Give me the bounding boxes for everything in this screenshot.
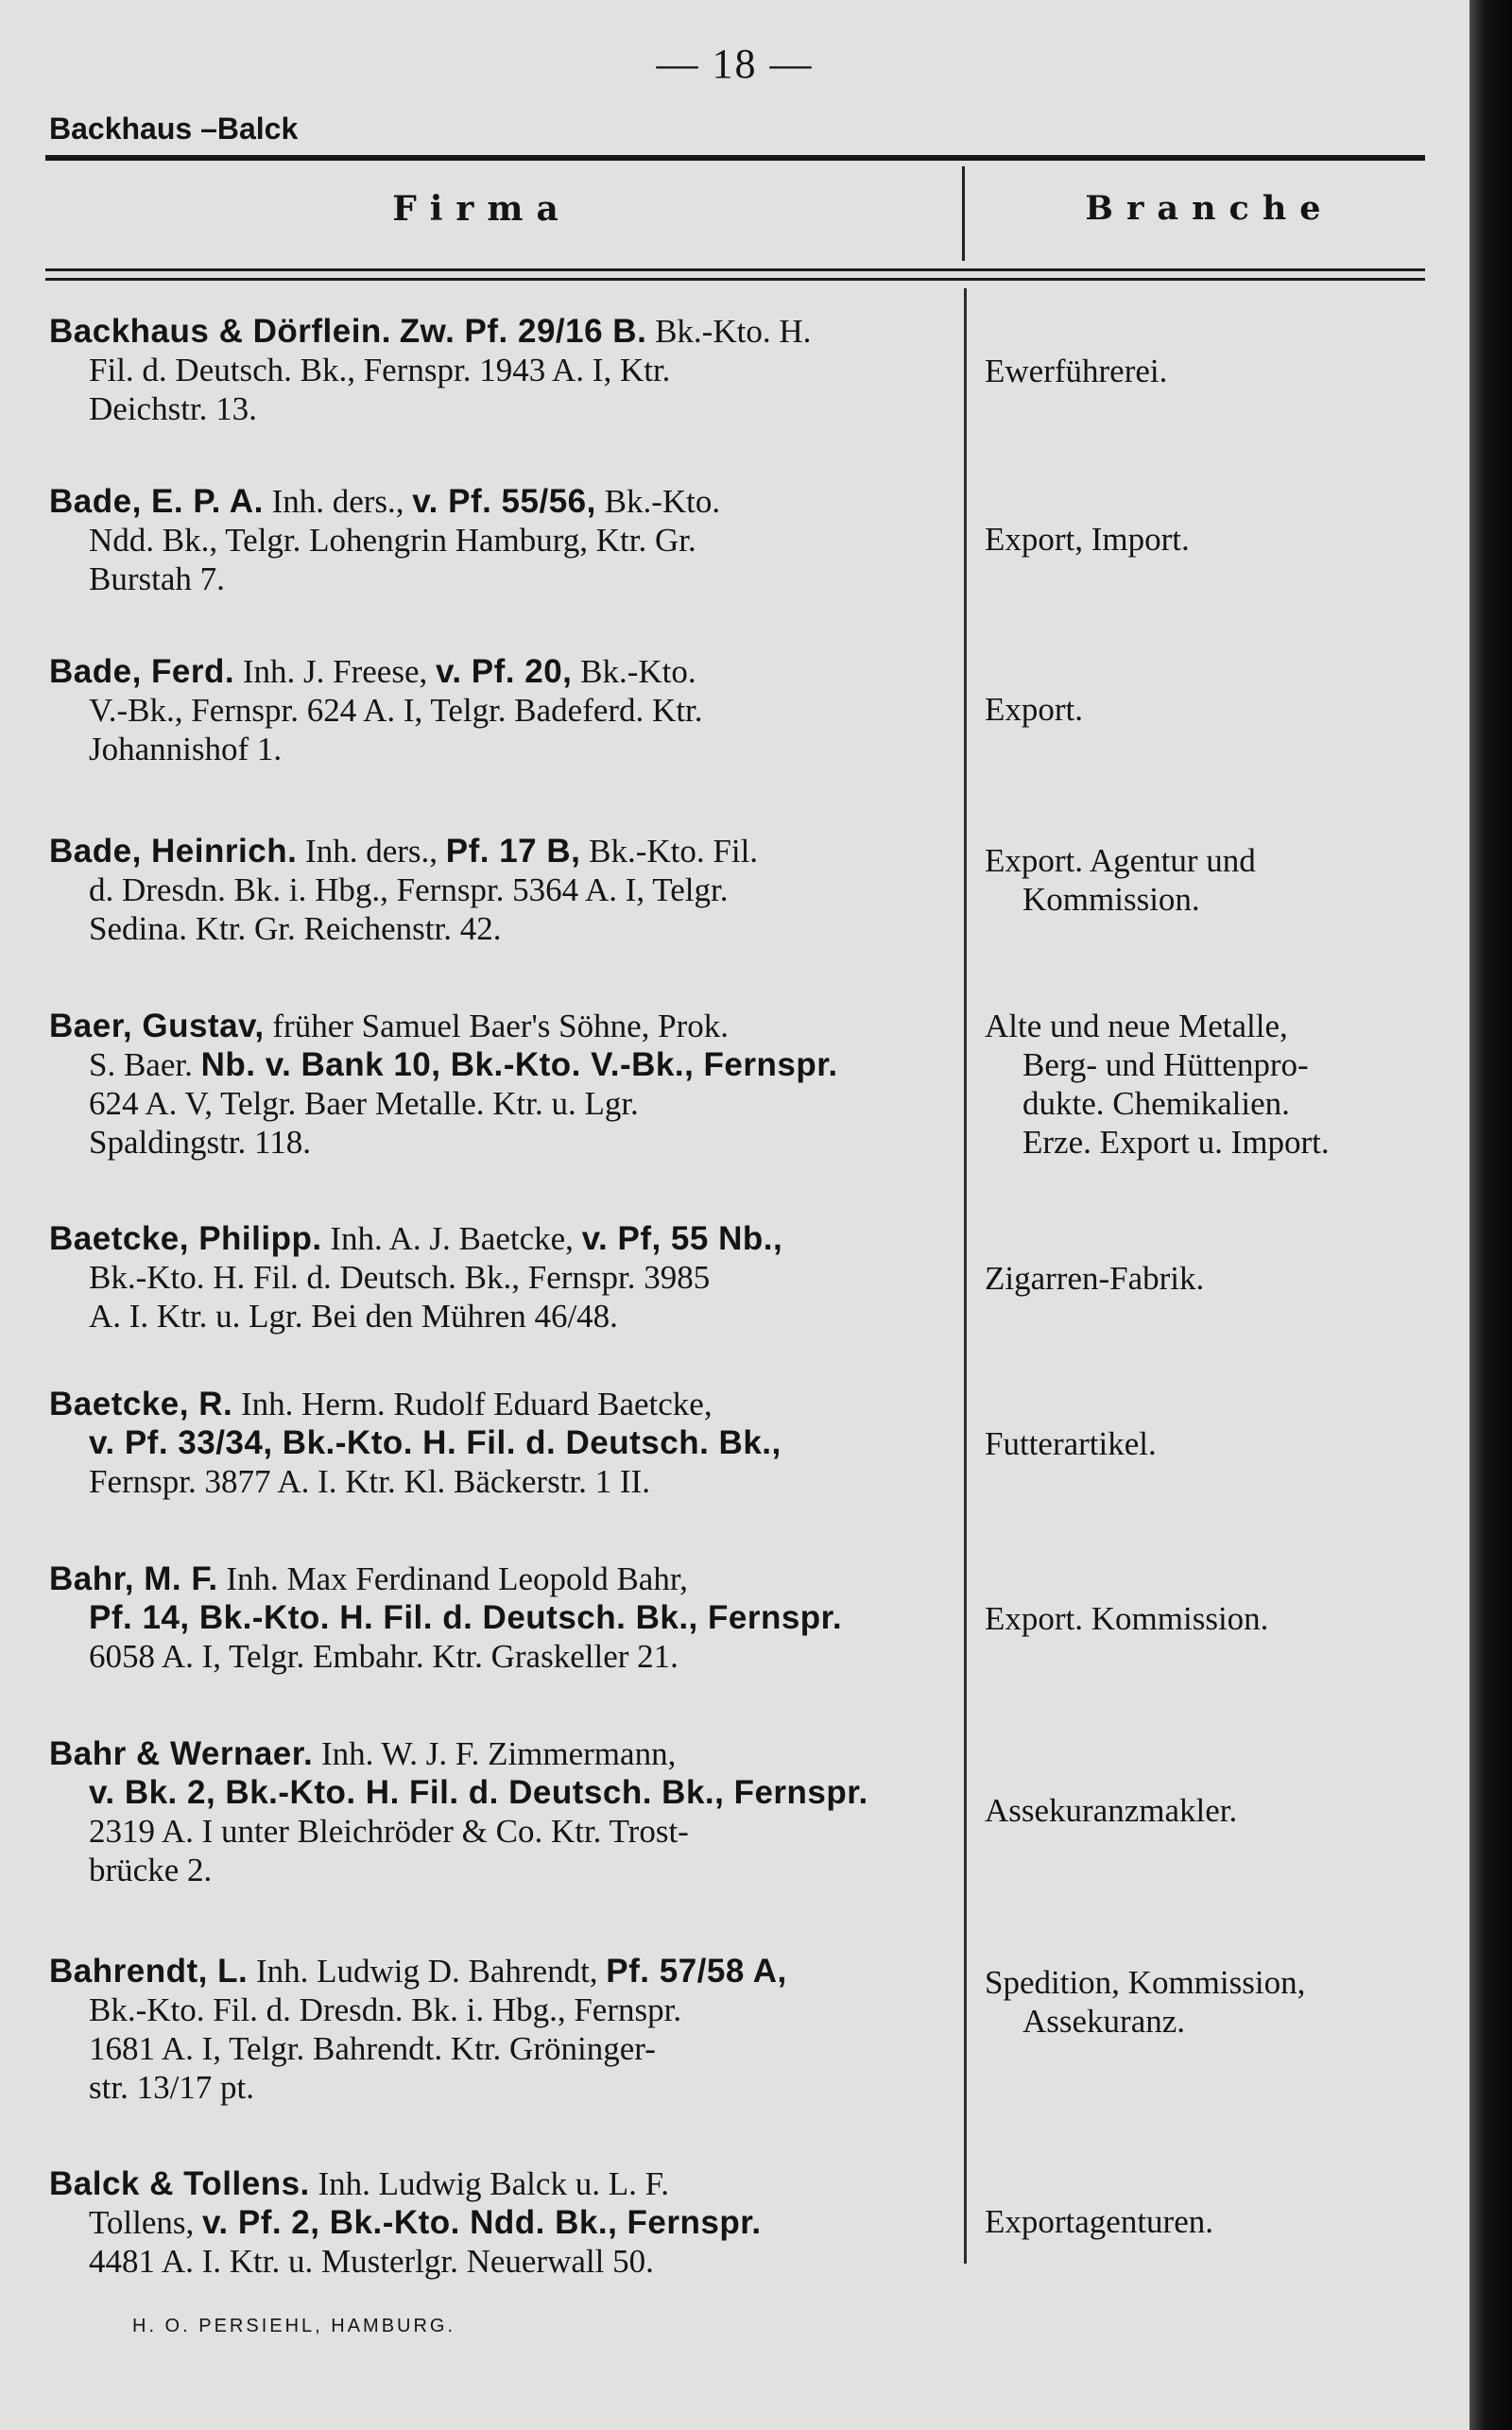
firm-name: Baer, Gustav, (49, 1008, 265, 1044)
branche-entry (985, 1599, 1448, 1638)
entry-line (49, 1007, 958, 1045)
postbox: v. Pf. 20, (435, 653, 573, 690)
entry-text: S. Baer. (89, 1046, 201, 1083)
entry-line: Bk.-Kto. H. Fil. d. Deutsch. Bk., Fernspr. 3985 (89, 1259, 711, 1296)
firm-name: Baetcke, R. (49, 1386, 233, 1422)
branche-line: Export, Import. (985, 521, 1190, 558)
firm-entry (49, 2164, 958, 2281)
entry-line (49, 832, 958, 870)
entry-line (49, 1773, 958, 1812)
entry-line (49, 1952, 958, 1991)
entry-line (49, 1423, 958, 1462)
firm-entry (49, 1734, 958, 1889)
branche-line: Exportagenturen. (985, 2203, 1213, 2240)
firm-name: Backhaus & Dörflein. (49, 313, 392, 350)
firm-entry (49, 1219, 958, 1336)
branche-line: Erze. Export u. Import. (1022, 1124, 1330, 1161)
entry-line: 624 A. V, Telgr. Baer Metalle. Ktr. u. Lgr. (89, 1085, 639, 1122)
postbox: v. Bk. 2, (89, 1774, 216, 1811)
branche-line: Berg- und Hüttenpro- (1022, 1046, 1309, 1083)
entry-line (49, 2203, 958, 2242)
entry-line: brücke 2. (89, 1852, 213, 1888)
entry-line (49, 482, 958, 521)
entry-line (49, 1385, 958, 1423)
branche-line: Ewerführerei. (985, 353, 1168, 389)
entry-text (391, 313, 400, 350)
firm-entry (49, 832, 958, 948)
header-rule (45, 155, 1425, 161)
entry-text: Inh. J. Freese, (234, 653, 436, 690)
postbox: Bk.-Kto. H. Fil. d. Deutsch. Bk., (272, 1424, 782, 1461)
postbox: Bk.-Kto. V.-Bk., Fernspr. (440, 1046, 838, 1083)
entry-line (49, 1045, 958, 1084)
entry-text: Bk.-Kto. Fil. (580, 833, 759, 870)
firm-name: Balck & Tollens. (49, 2165, 310, 2202)
entry-line: Bk.-Kto. Fil. d. Dresdn. Bk. i. Hbg., Fernspr. (89, 1991, 682, 2028)
entry-text: Bk.-Kto. (572, 653, 696, 690)
entry-line (49, 1734, 958, 1773)
entry-line: Burstah 7. (89, 560, 225, 597)
postbox: v. Pf. 2, (202, 2204, 320, 2241)
postbox: Pf. 14, (89, 1599, 190, 1636)
entry-line (49, 312, 958, 351)
firm-name: Bade, Ferd. (49, 653, 235, 690)
postbox: Nb. v. Bank 10, (200, 1046, 441, 1083)
running-head: Backhaus –Balck (49, 112, 299, 146)
branche-line: Futterartikel. (985, 1425, 1157, 1462)
entry-line (49, 1219, 958, 1258)
entry-line (49, 1598, 958, 1637)
branche-line: Alte und neue Metalle, (985, 1008, 1288, 1044)
branche-line: Export. (985, 691, 1084, 728)
entry-line: 6058 A. I, Telgr. Embahr. Ktr. Graskeller 21. (89, 1638, 679, 1675)
entry-line: str. 13/17 pt. (89, 2069, 255, 2106)
branche-entry (985, 1259, 1448, 1298)
column-divider (964, 288, 967, 2264)
entry-text: Inh. Max Ferdinand Leopold Bahr, (217, 1560, 688, 1597)
entry-line: A. I. Ktr. u. Lgr. Bei den Mühren 46/48. (89, 1298, 618, 1335)
firm-entry (49, 1952, 958, 2107)
firm-entry (49, 1560, 958, 1676)
postbox: Pf. 57/58 A, (606, 1953, 787, 1990)
postbox: Bk.-Kto. H. Fil. d. Deutsch. Bk., Fernspr. (189, 1599, 843, 1636)
firm-entry (49, 482, 958, 598)
entry-text: Inh. ders., (297, 833, 446, 870)
entry-text: Inh. W. J. F. Zimmermann, (313, 1735, 677, 1772)
firm-name: Bade, E. P. A. (49, 483, 264, 520)
branche-line: dukte. Chemikalien. (1022, 1085, 1290, 1122)
postbox: Pf. 17 B, (445, 833, 581, 870)
entry-text: Inh. Ludwig Balck u. L. F. (309, 2165, 669, 2202)
entry-line (49, 2164, 958, 2203)
scan-edge (1469, 0, 1512, 2430)
branche-line: Export. Agentur und (985, 842, 1256, 879)
postbox: Bk.-Kto. Ndd. Bk., Fernspr. (319, 2204, 762, 2241)
branche-entry (985, 1791, 1448, 1830)
branche-entry (985, 1007, 1448, 1162)
header-double-rule (45, 268, 1425, 271)
branche-entry (985, 520, 1448, 559)
firm-entry (49, 312, 958, 428)
entry-line: Deichstr. 13. (89, 390, 257, 427)
firm-name: Bade, Heinrich. (49, 833, 298, 870)
firm-name: Baetcke, Philipp. (49, 1220, 322, 1257)
entry-text: Inh. ders., (263, 483, 413, 520)
branche-entry (985, 1963, 1448, 2041)
firm-entry (49, 1007, 958, 1162)
entry-text: Inh. Ludwig D. Bahrendt, (248, 1953, 607, 1990)
entry-line (49, 652, 958, 691)
branche-entry (985, 1424, 1448, 1463)
branche-entry (985, 352, 1448, 390)
entry-line: V.-Bk., Fernspr. 624 A. I, Telgr. Badeferd. Ktr. (89, 692, 703, 729)
entry-line: 1681 A. I, Telgr. Bahrendt. Ktr. Gröninger- (89, 2030, 656, 2067)
postbox: v. Pf. 55/56, (412, 483, 596, 520)
page-number: — 18 — (656, 41, 814, 87)
branche-entry (985, 2202, 1448, 2241)
entry-text: Tollens, (89, 2204, 203, 2241)
column-header-branche: Branche (1085, 189, 1334, 228)
column-header-firma: Firma (392, 189, 572, 229)
entry-line: 4481 A. I. Ktr. u. Musterlgr. Neuerwall 50. (89, 2243, 654, 2280)
firm-name: Bahr & Wernaer. (49, 1735, 314, 1772)
branche-entry (985, 841, 1448, 919)
entry-line: d. Dresdn. Bk. i. Hbg., Fernspr. 5364 A. I, Telgr. (89, 871, 729, 908)
postbox: v. Pf. 33/34, (89, 1424, 273, 1461)
branche-entry (985, 690, 1448, 729)
entry-line: Sedina. Ktr. Gr. Reichenstr. 42. (89, 910, 502, 947)
branche-line: Export. Kommission. (985, 1600, 1269, 1637)
postbox: Bk.-Kto. H. Fil. d. Deutsch. Bk., Fernspr. (215, 1774, 868, 1811)
entry-line: Ndd. Bk., Telgr. Lohengrin Hamburg, Ktr. Gr. (89, 522, 696, 559)
firm-entry (49, 1385, 958, 1501)
entry-line: Spaldingstr. 118. (89, 1124, 311, 1161)
entry-text: Bk.-Kto. (595, 483, 721, 520)
printer-imprint: H. O. PERSIEHL, HAMBURG. (132, 2316, 456, 2336)
entry-text: früher Samuel Baer's Söhne, Prok. (264, 1008, 729, 1044)
firm-name: Bahr, M. F. (49, 1560, 218, 1597)
branche-line: Zigarren-Fabrik. (985, 1260, 1205, 1297)
entry-text: Inh. Herm. Rudolf Eduard Baetcke, (232, 1386, 713, 1422)
branche-line: Assekuranz. (1022, 2003, 1186, 2040)
branche-line: Kommission. (1022, 881, 1200, 918)
postbox: v. Pf, 55 Nb., (581, 1220, 783, 1257)
header-double-rule (45, 278, 1425, 281)
branche-line: Spedition, Kommission, (985, 1964, 1306, 2001)
entry-line: 2319 A. I unter Bleichröder & Co. Ktr. Trost- (89, 1813, 689, 1850)
postbox: Zw. Pf. 29/16 B. (399, 313, 647, 350)
branche-line: Assekuranzmakler. (985, 1792, 1238, 1829)
entry-line (49, 1560, 958, 1598)
entry-line: Fil. d. Deutsch. Bk., Fernspr. 1943 A. I, Ktr. (89, 352, 671, 388)
entry-text: Bk.-Kto. H. (646, 313, 812, 350)
entry-text: Inh. A. J. Baetcke, (321, 1220, 582, 1257)
firm-entry (49, 652, 958, 768)
firm-name: Bahrendt, L. (49, 1953, 249, 1990)
entry-line: Johannishof 1. (89, 731, 283, 767)
entry-line: Fernspr. 3877 A. I. Ktr. Kl. Bäckerstr. 1 II. (89, 1463, 650, 1500)
